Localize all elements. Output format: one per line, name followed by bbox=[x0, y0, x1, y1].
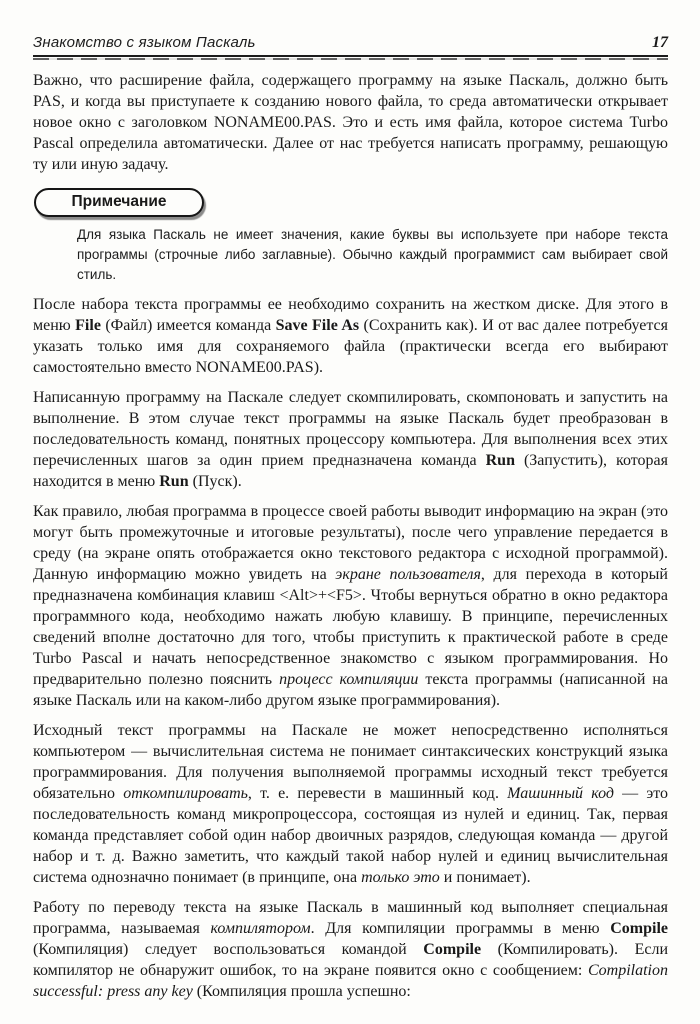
running-header bbox=[33, 34, 668, 52]
note-label: Примечание bbox=[71, 193, 167, 210]
note-block bbox=[33, 175, 668, 285]
paragraph-file-extension: Важно, что расширение файла, содержащего программу на языке Паскаль, должно быть PAS, и когда вы приступаете к созданию нового файла, то среда автоматически открывает новое окно с заголовком NONAME00.PAS. Это и есть имя файла, которое система Turbo Pascal определила автоматически. Далее от нас требуется написать программу, решающую ту или иную задачу. bbox=[33, 72, 668, 173]
paragraph-run-command: Написанную программу на Паскале следует скомпилировать, скомпоновать и запустить на выполнение. В этом случае текст программы на языке Паскаль будет преобразован в последовательность команд, понятных процессору компьютера. Для выполнения всех этих перечисленных шагов за один прием предназначена команда Run (Запустить), которая находится в меню Run (Пуск). bbox=[33, 389, 669, 490]
header-rule-shadow bbox=[33, 58, 668, 60]
header-rule bbox=[33, 55, 668, 57]
page-number: 17 bbox=[652, 34, 668, 51]
paragraph-compiler: Работу по переводу текста на языке Паскаль в машинный код выполняет специальная программа, называемая компилятором. Для компиляции программы в меню Compile (Компиляция) следует воспользоваться командой Compile (Компилировать). Если компилятор не обнаружит ошибок, то на экране появится окно с сообщением: Compilation successful: press any key (Компиляция прошла успешно: bbox=[33, 899, 668, 1000]
note-box bbox=[34, 188, 204, 217]
running-header-title: Знакомство с языком Паскаль bbox=[33, 34, 256, 51]
note-text: Для языка Паскаль не имеет значения, какие буквы вы используете при наборе текста программы (строчные либо заглавные). Обычно каждый программист сам выбирает свой стиль. bbox=[77, 227, 668, 282]
paragraph-user-screen: Как правило, любая программа в процессе своей работы выводит информацию на экран (это могут быть промежуточные и итоговые результаты), после чего управление передается в среду (на экране опять отображается окно текстового редактора с исходной программой). Данную информацию можно увидеть на экране пользователя, для перехода в который предназначена комбинация клавиш <Alt>+<F5>. Чтобы вернуться обратно в окно редактора программного кода, необходимо нажать любую клавишу. В принципе, перечисленных сведений вполне достаточно для того, чтобы приступить к практической работе в среде Turbo Pascal и начать непосредственное знакомство с языком программирования. Но предварительно полезно пояснить процесс компиляции текста программы (написанной на языке Паскаль или на каком-либо другом языке программирования). bbox=[33, 503, 668, 709]
paragraph-machine-code: Исходный текст программы на Паскале не может непосредственно исполняться компьютером — вычислительная система не понимает синтаксических конструкций языка программирования. Для получения выполняемой программы исходный текст требуется обязательно откомпилировать, т. е. перевести в машинный код. Машинный код — это последовательность команд микропроцессора, состоящая из нулей и единиц. Так, первая команда представляет собой один набор двоичных разрядов, следующая команда — другой набор и т. д. Важно заметить, что каждый такой набор нулей и единиц вычислительная система однозначно понимает (в принципе, она только это и понимает). bbox=[33, 722, 669, 886]
paragraph-save-file: После набора текста программы ее необходимо сохранить на жестком диске. Для этого в меню File (Файл) имеется команда Save File As (Сохранить как). И от вас далее потребуется указать только имя для сохраняемого файла (практически всегда его выбирают самостоятельно вместо NONAME00.PAS). bbox=[33, 296, 668, 376]
